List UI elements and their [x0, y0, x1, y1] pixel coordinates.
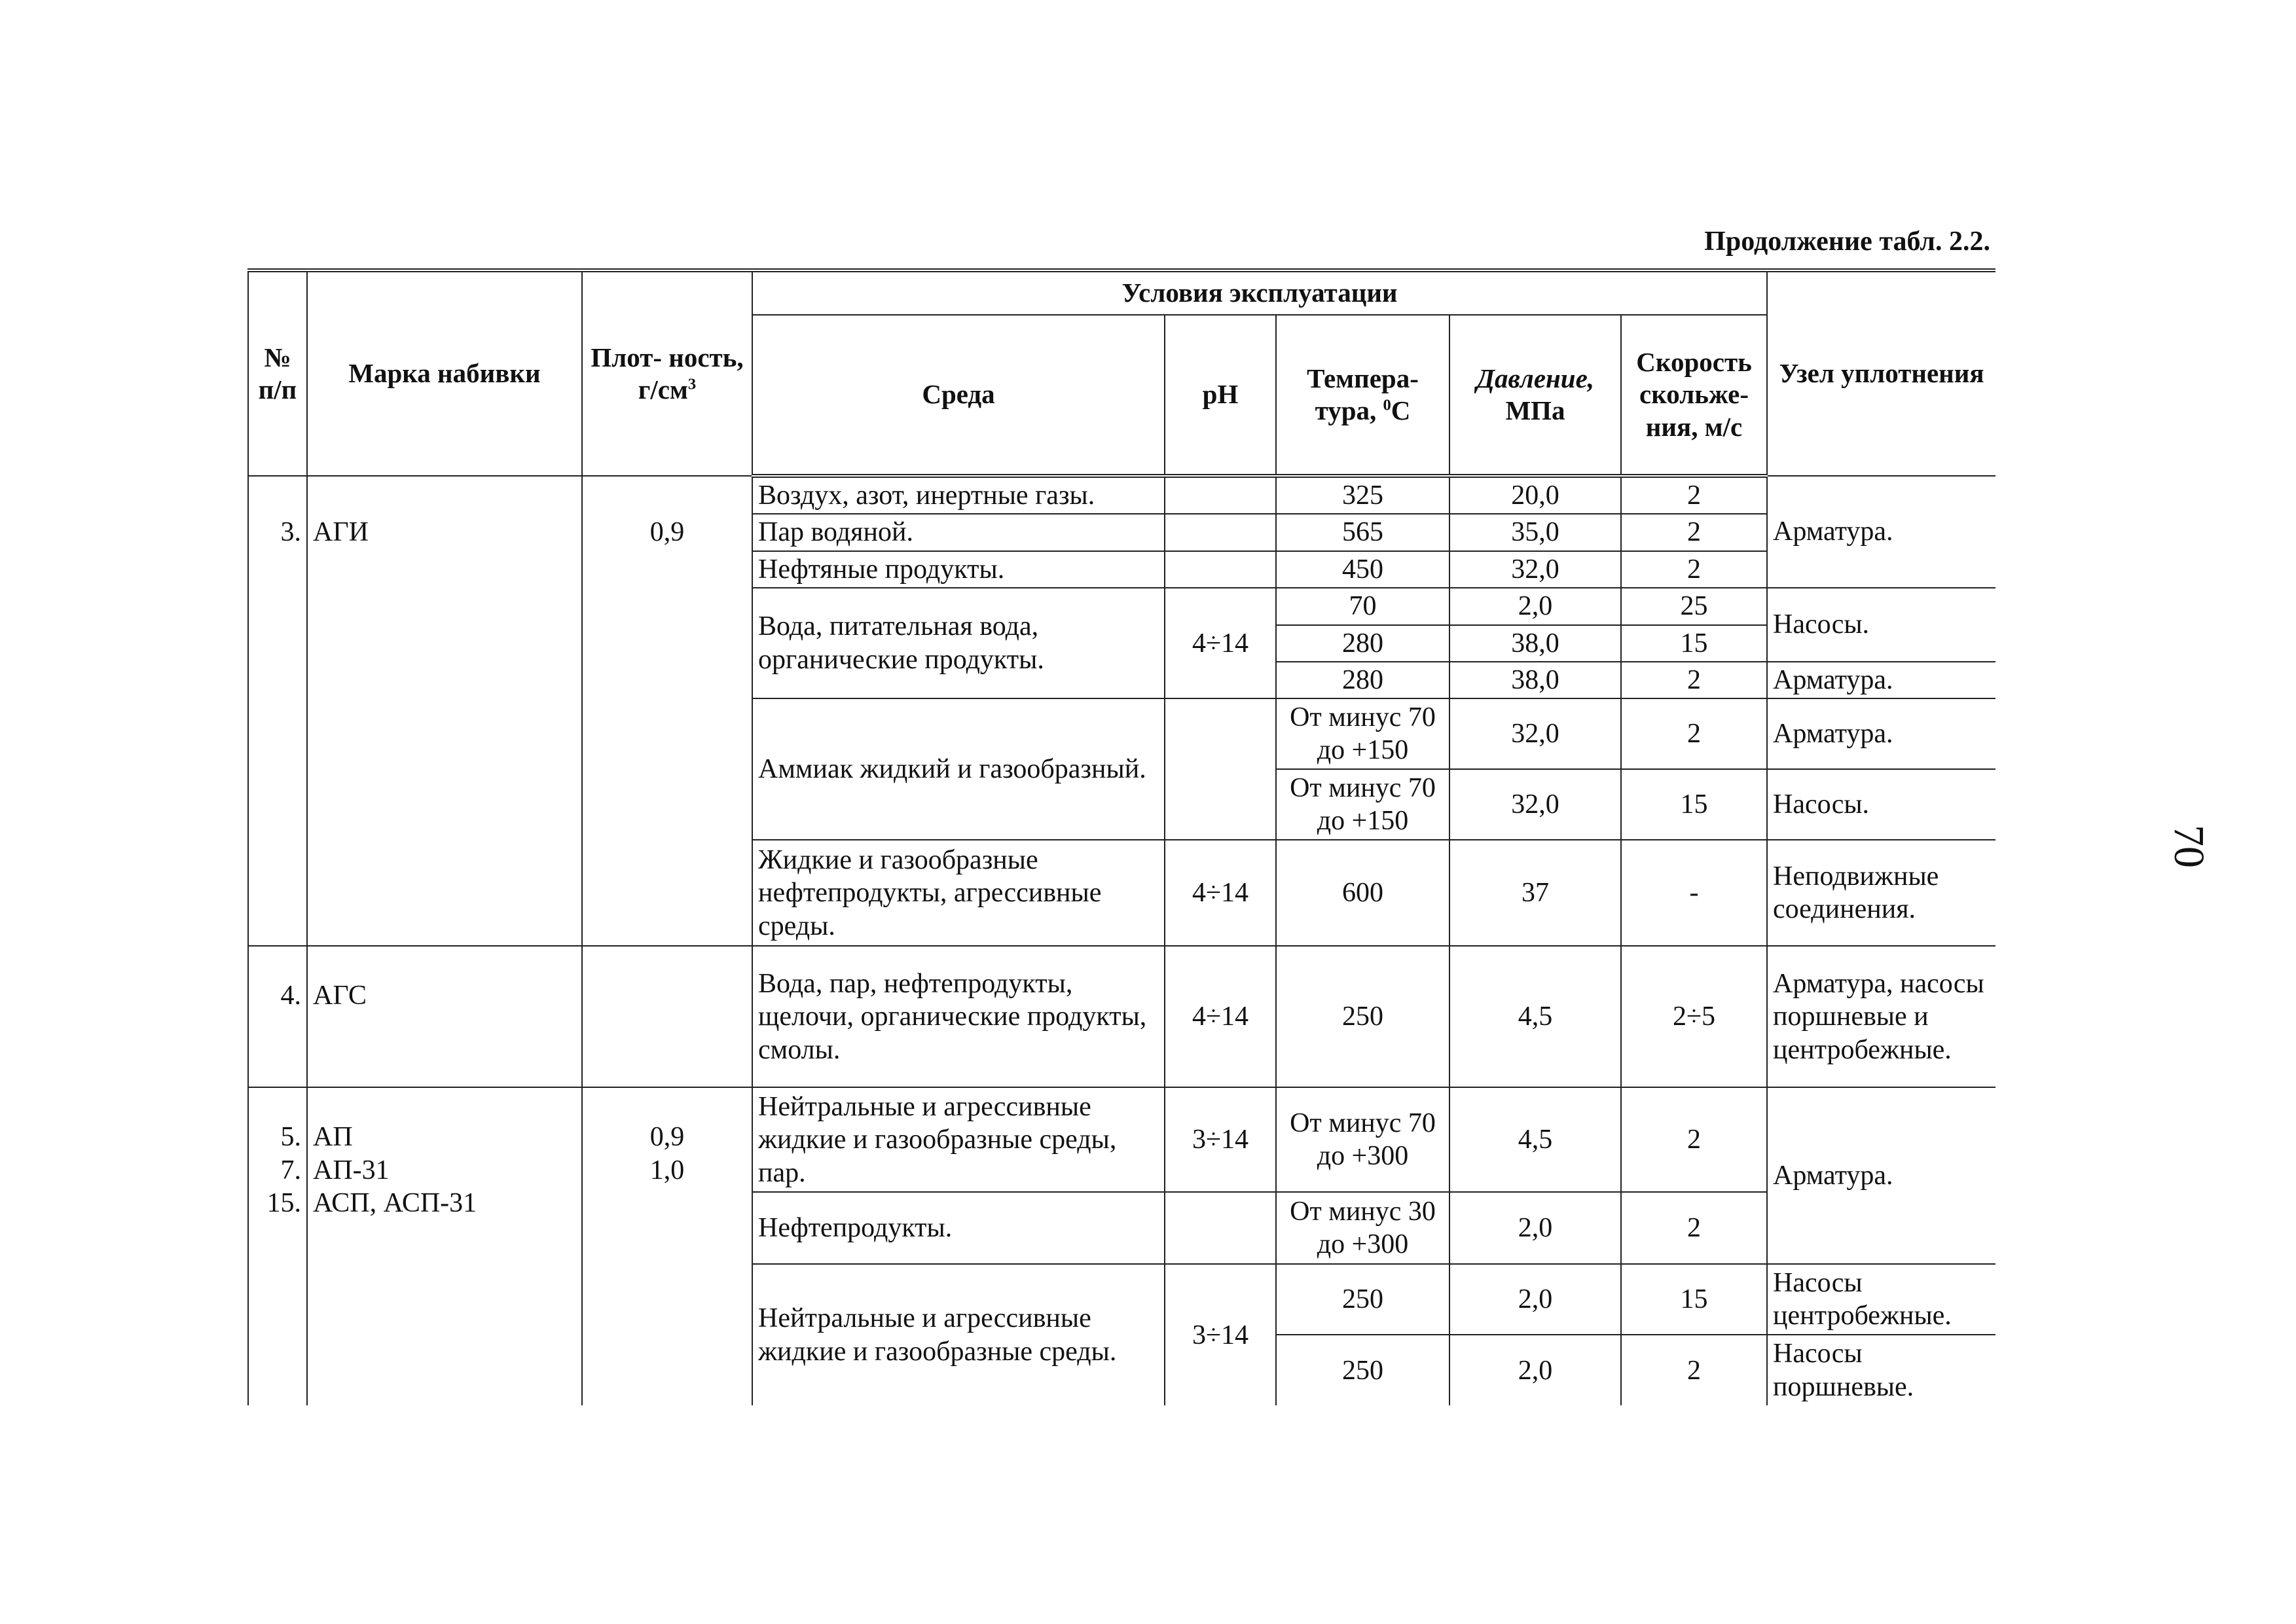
- row-density: [582, 946, 752, 1087]
- cell-pressure: 35,0: [1449, 514, 1621, 550]
- cell-ph: [1165, 1192, 1276, 1264]
- cell-medium: Нейтральные и агрессивные жидкие и газообразные среды, пар.: [752, 1087, 1165, 1192]
- cell-temp: 280: [1276, 662, 1449, 698]
- cell-pressure: 32,0: [1449, 769, 1621, 840]
- cell-temp: От минус 70 до +150: [1276, 698, 1449, 769]
- cell-ph: [1165, 476, 1276, 514]
- cell-pressure: 4,5: [1449, 946, 1621, 1087]
- cell-pressure: 2,0: [1449, 1335, 1621, 1405]
- header-density: Плот- ность, $г/см^3$: [582, 270, 752, 476]
- cell-speed: 15: [1621, 625, 1767, 662]
- cell-speed: 15: [1621, 769, 1767, 840]
- row-brand: АП АП-31 АСП, АСП-31: [307, 1087, 582, 1405]
- row-num: 5. 7. 15.: [248, 1087, 307, 1405]
- header-speed: Скорость скольже- ния, м/с: [1621, 315, 1767, 476]
- cell-ph: 3÷14: [1165, 1264, 1276, 1405]
- cell-node: Насосы.: [1767, 588, 1995, 662]
- header-node: Узел уплотнения: [1767, 270, 1995, 476]
- header-ph: pH: [1165, 315, 1276, 476]
- cell-temp: 600: [1276, 840, 1449, 946]
- cell-node: Арматура.: [1767, 476, 1995, 588]
- table-caption: Продолжение табл. 2.2.: [1704, 226, 1990, 257]
- cell-pressure: 38,0: [1449, 662, 1621, 698]
- cell-temp: 250: [1276, 1264, 1449, 1335]
- cell-medium: Аммиак жидкий и газообразный.: [752, 698, 1165, 840]
- cell-medium: Воздух, азот, инертные газы.: [752, 476, 1165, 514]
- header-medium: Среда: [752, 315, 1165, 476]
- cell-speed: 2: [1621, 1087, 1767, 1192]
- cell-ph: 4÷14: [1165, 588, 1276, 698]
- cell-temp: От минус 70 до +300: [1276, 1087, 1449, 1192]
- page-number: 70: [2165, 825, 2213, 868]
- cell-pressure: 38,0: [1449, 625, 1621, 662]
- cell-speed: 2÷5: [1621, 946, 1767, 1087]
- cell-ph: [1165, 698, 1276, 840]
- cell-pressure: 32,0: [1449, 698, 1621, 769]
- row-brand: АГС: [307, 946, 582, 1087]
- cell-medium: Жидкие и газообразные нефтепродукты, агрессивные среды.: [752, 840, 1165, 946]
- cell-pressure: 20,0: [1449, 476, 1621, 514]
- header-num: № п/п: [248, 270, 307, 476]
- cell-medium: Нефтепродукты.: [752, 1192, 1165, 1264]
- cell-temp: 325: [1276, 476, 1449, 514]
- packing-table: [247, 268, 1995, 1405]
- cell-speed: 2: [1621, 698, 1767, 769]
- cell-temp: 70: [1276, 588, 1449, 624]
- header-pressure: Давление, МПа: [1449, 315, 1621, 476]
- cell-medium: Вода, питательная вода, органические продукты.: [752, 588, 1165, 698]
- cell-node: Арматура.: [1767, 662, 1995, 698]
- cell-node: Насосы центробежные.: [1767, 1264, 1995, 1335]
- row-density: 0,9 1,0: [582, 1087, 752, 1405]
- cell-ph: 3÷14: [1165, 1087, 1276, 1192]
- cell-node: Арматура.: [1767, 698, 1995, 769]
- cell-medium: Нефтяные продукты.: [752, 551, 1165, 588]
- cell-temp: 450: [1276, 551, 1449, 588]
- cell-temp: От минус 70 до +150: [1276, 769, 1449, 840]
- cell-ph: 4÷14: [1165, 840, 1276, 946]
- cell-speed: 2: [1621, 1335, 1767, 1405]
- cell-pressure: 2,0: [1449, 588, 1621, 624]
- cell-speed: 2: [1621, 1192, 1767, 1264]
- cell-pressure: 2,0: [1449, 1192, 1621, 1264]
- table-row: [248, 476, 1995, 514]
- cell-ph: 4÷14: [1165, 946, 1276, 1087]
- cell-speed: 2: [1621, 662, 1767, 698]
- cell-medium: Пар водяной.: [752, 514, 1165, 550]
- cell-node: Неподвижные соединения.: [1767, 840, 1995, 946]
- cell-medium: Вода, пар, нефтепродукты, щелочи, органические продукты, смолы.: [752, 946, 1165, 1087]
- cell-pressure: 4,5: [1449, 1087, 1621, 1192]
- cell-temp: 250: [1276, 1335, 1449, 1405]
- header-temp: Темпера- тура, $^0$С: [1276, 315, 1449, 476]
- table-row: [248, 946, 1995, 1087]
- cell-speed: 2: [1621, 476, 1767, 514]
- cell-node: Насосы.: [1767, 769, 1995, 840]
- cell-node: Насосы поршневые.: [1767, 1335, 1995, 1405]
- cell-temp: 565: [1276, 514, 1449, 550]
- cell-speed: -: [1621, 840, 1767, 946]
- cell-temp: От минус 30 до +300: [1276, 1192, 1449, 1264]
- cell-ph: [1165, 514, 1276, 550]
- cell-speed: 25: [1621, 588, 1767, 624]
- cell-ph: [1165, 551, 1276, 588]
- row-brand: АГИ: [307, 476, 582, 946]
- cell-speed: 2: [1621, 551, 1767, 588]
- cell-pressure: 2,0: [1449, 1264, 1621, 1335]
- row-num: 4.: [248, 946, 307, 1087]
- cell-medium: Нейтральные и агрессивные жидкие и газообразные среды.: [752, 1264, 1165, 1405]
- cell-speed: 15: [1621, 1264, 1767, 1335]
- cell-node: Арматура, насосы поршневые и центробежные.: [1767, 946, 1995, 1087]
- cell-speed: 2: [1621, 514, 1767, 550]
- table-container: [247, 268, 1995, 1417]
- cell-temp: 250: [1276, 946, 1449, 1087]
- row-num: 3.: [248, 476, 307, 946]
- cell-pressure: 32,0: [1449, 551, 1621, 588]
- table-row: [248, 1087, 1995, 1192]
- header-conditions: Условия эксплуатации: [752, 270, 1767, 315]
- cell-temp: 280: [1276, 625, 1449, 662]
- cell-node: Арматура.: [1767, 1087, 1995, 1264]
- header-brand: Марка набивки: [307, 270, 582, 476]
- row-density: 0,9: [582, 476, 752, 946]
- cell-pressure: 37: [1449, 840, 1621, 946]
